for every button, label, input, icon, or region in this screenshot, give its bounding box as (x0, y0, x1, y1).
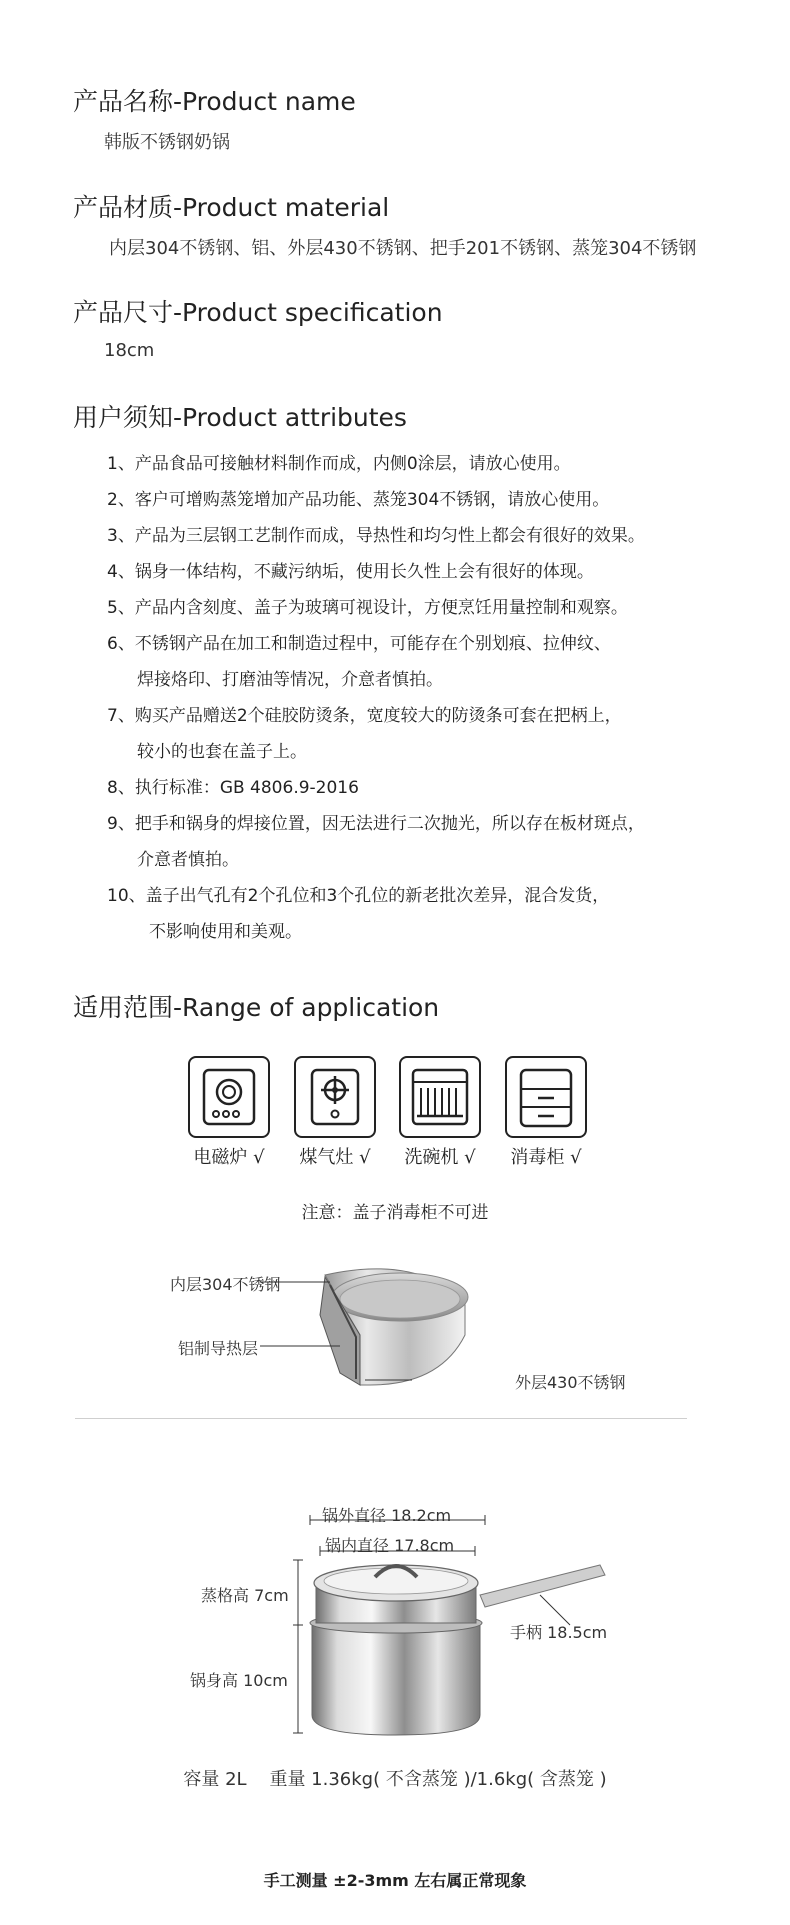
section-divider (75, 1418, 687, 1419)
product-specification-value: 18cm (104, 340, 155, 361)
note-line-continued: 不影响使用和美观。 (149, 922, 302, 942)
note-line: 5、产品内含刻度、盖子为玻璃可视设计，方便烹饪用量控制和观察。 (107, 598, 628, 618)
note-line: 6、不锈钢产品在加工和制造过程中，可能存在个别划痕、拉伸纹、 (107, 634, 611, 654)
note-line: 2、客户可增购蒸笼增加产品功能、蒸笼304不锈钢，请放心使用。 (107, 490, 610, 510)
note-line: 1、产品食品可接触材料制作而成，内侧0涂层，请放心使用。 (107, 454, 571, 474)
notes-list (107, 446, 645, 950)
note-line: 3、产品为三层钢工艺制作而成，导热性和均匀性上都会有很好的效果。 (107, 526, 645, 546)
section-title-product-specification: 产品尺寸-Product specification (73, 298, 443, 327)
dimension-inner-diameter: 锅内直径 17.8cm (325, 1536, 455, 1555)
dimension-handle: 手柄 18.5cm (510, 1623, 608, 1642)
dishwasher-icon (399, 1056, 481, 1138)
range-label-dishwasher: 洗碗机 √ (404, 1147, 476, 1168)
range-label-gas-stove: 煤气灶 √ (299, 1147, 371, 1168)
layer-label-middle: 铝制导热层 (178, 1339, 259, 1358)
range-label-sterilizer: 消毒柜 √ (510, 1147, 582, 1168)
section-title-product-name: 产品名称-Product name (73, 87, 356, 116)
note-line: 9、把手和锅身的焊接位置，因无法进行二次抛光，所以存在板材斑点， (107, 814, 645, 834)
section-title-product-attributes: 用户须知-Product attributes (73, 403, 407, 432)
gas-stove-icon (294, 1056, 376, 1138)
section-title-range-of-application: 适用范围-Range of application (73, 993, 440, 1022)
dimension-body-height: 锅身高 10cm (190, 1671, 288, 1690)
induction-cooker-icon (188, 1056, 270, 1138)
measurement-footnote: 手工测量 ±2-3mm 左右属正常现象 (263, 1871, 527, 1890)
section-title-product-material: 产品材质-Product material (73, 193, 390, 222)
layer-label-inner: 内层304不锈钢 (170, 1275, 281, 1294)
dimension-outer-diameter: 锅外直径 18.2cm (322, 1506, 452, 1525)
note-line: 4、锅身一体结构，不藏污纳垢，使用长久性上会有很好的体现。 (107, 562, 594, 582)
sterilizer-cabinet-icon (505, 1056, 587, 1138)
range-label-induction: 电磁炉 √ (193, 1147, 265, 1168)
note-line-continued: 焊接烙印、打磨油等情况，介意者慎拍。 (137, 670, 443, 690)
note-line: 8、执行标准：GB 4806.9-2016 (107, 778, 359, 798)
pot-dimension-diagram (180, 1495, 620, 1740)
layer-label-outer: 外层430不锈钢 (515, 1373, 626, 1392)
note-line: 10、盖子出气孔有2个孔位和3个孔位的新老批次差异，混合发货， (107, 886, 610, 906)
note-line-continued: 较小的也套在盖子上。 (137, 742, 307, 762)
note-line: 7、购买产品赠送2个硅胶防烫条，宽度较大的防烫条可套在把柄上， (107, 706, 622, 726)
note-line-continued: 介意者慎拍。 (137, 850, 239, 870)
capacity-weight: 容量 2L 重量 1.36kg( 不含蒸笼 )/1.6kg( 含蒸笼 ) (183, 1769, 607, 1790)
range-notice: 注意：盖子消毒柜不可进 (301, 1203, 489, 1223)
product-material-value: 内层304不锈钢、铝、外层430不锈钢、把手201不锈钢、蒸笼304不锈钢 (109, 238, 697, 259)
product-name-value: 韩版不锈钢奶锅 (104, 132, 230, 153)
dimension-steamer-height: 蒸格高 7cm (201, 1586, 289, 1605)
